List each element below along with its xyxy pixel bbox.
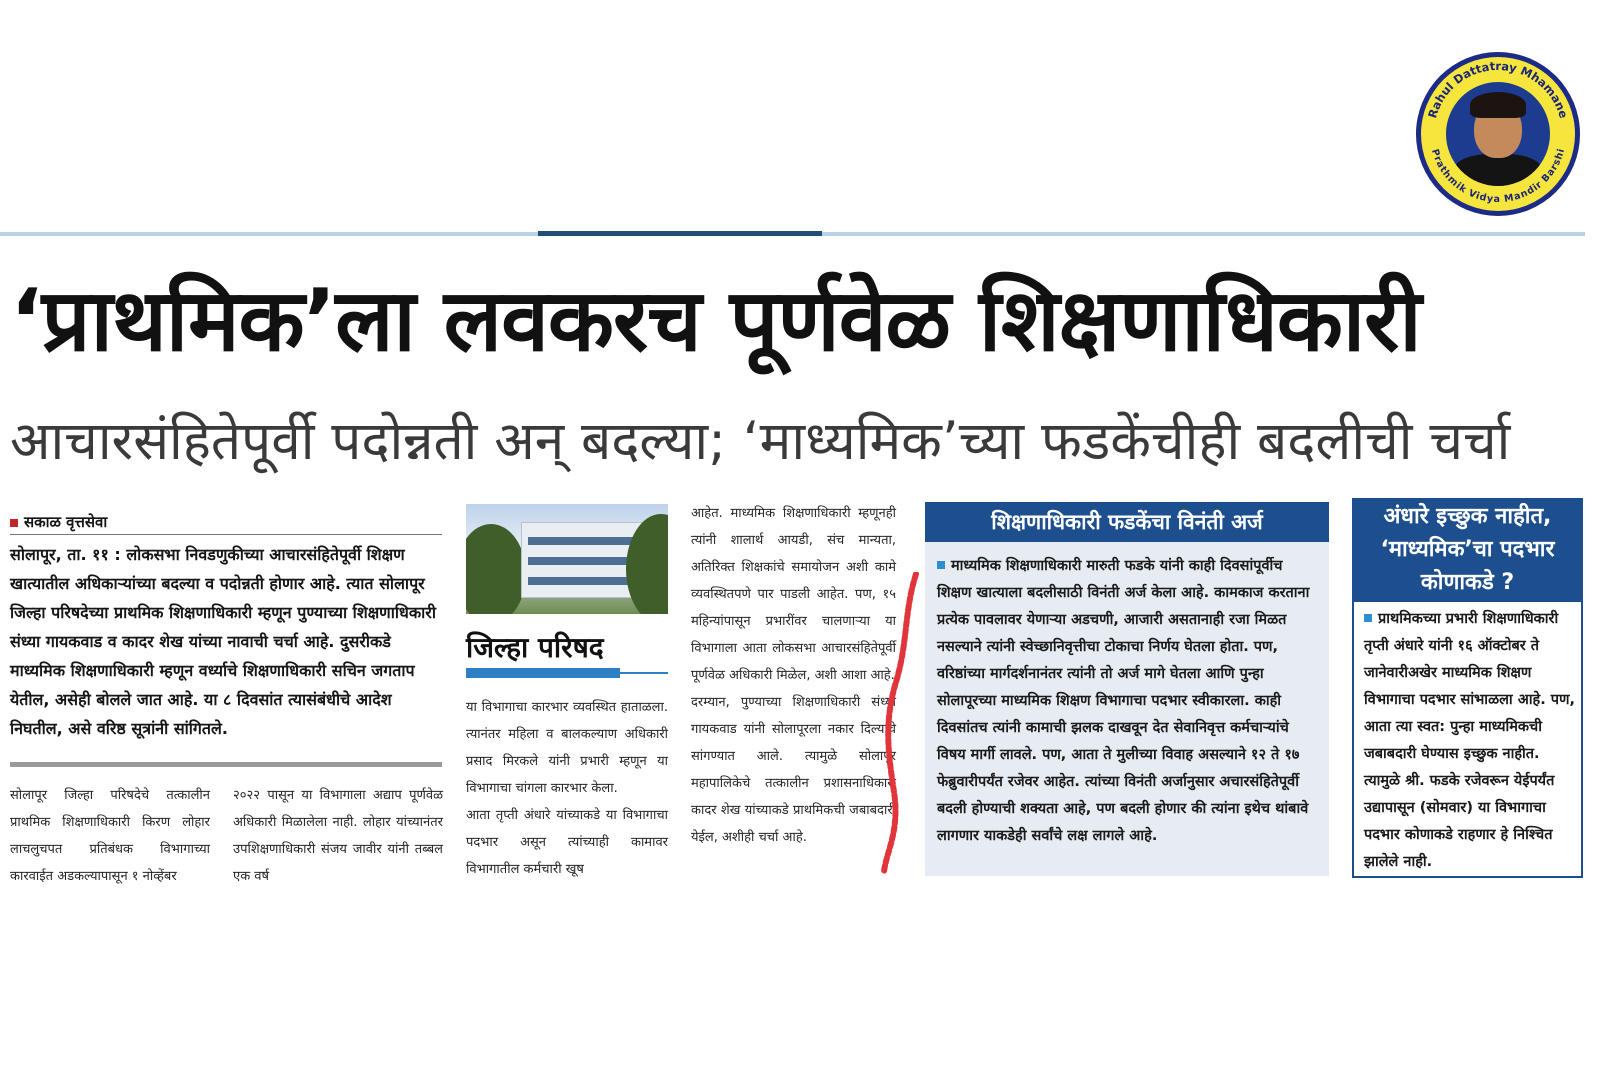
headline: ‘प्राथमिक’ला लवकरच पूर्णवेळ शिक्षणाधिकारी <box>10 271 1421 371</box>
byline <box>10 512 107 532</box>
photo-window-row <box>528 577 634 585</box>
badge-school: Prathmik Vidya Mandir Barshi <box>1428 147 1568 206</box>
caption-bar-thin <box>620 672 668 674</box>
zp-building-photo <box>466 504 668 614</box>
lead-paragraph: सोलापूर, ता. ११ : लोकसभा निवडणुकीच्या आचारसंहितेपूर्वी शिक्षण खात्यातील अधिकाऱ्यांच्या बदल्या व पदोन्नती होणार आहे. त्यात सोलापूर जिल्हा परिषदेच्या प्राथमिक शिक्षणाधिकारी म्हणून पुण्याच्या शिक्षणाधिकारी संध्या गायकवाड व कादर शेख यांच्या नावाची चर्चा आहे. दुसरीकडे माध्यमिक शिक्षणाधिकारी म्हणून वर्ध्याचे शिक्षणाधिकारी सचिन जगताप येतील, असेही बोलले जात आहे. या ८ दिवसांत त्यासंबंधीचे आदेश निघतील, असे वरिष्ठ सूत्रांनी सांगितले. <box>10 545 436 738</box>
photo-tree-left <box>466 524 526 614</box>
body-column-2: २०२२ पासून या विभागाला अद्याप पूर्णवेळ अधिकारी मिळालेला नाही. लोहार यांच्यानंतर उपशिक्षणाधिकारी संजय जावीर यांनी तब्बल एक वर्ष <box>233 788 443 884</box>
box-fadke-body: माध्यमिक शिक्षणाधिकारी मारुती फडके यांनी काही दिवसांपूर्वीच शिक्षण खात्याला बदलीसाठी विनंती अर्ज केला आहे. कामकाज करताना प्रत्येक पावलावर येणाऱ्या अडचणी, आजारी असतानाही रजा मिळत नसल्याने त्यांनी स्वेच्छानिवृत्तीचा टोकाचा निर्णय घेतला होता. पण, वरिष्ठांच्या मार्गदर्शनानंतर त्यांनी तो अर्ज मागे घेतला आणि पुन्हा सोलापूरच्या माध्यमिक शिक्षण विभागाचा पदभार स्वीकारला. काही दिवसांतच त्यांनी कामाची झलक दाखवून देत सेवानिवृत्त कर्मचाऱ्यांचे विषय मार्गी लावले. पण, आता ते मुलीच्या विवाह असल्याने १२ ते १७ फेब्रुवारीपर्यंत रजेवर आहेत. त्यांच्या विनंती अर्जानुसार अचारसंहितेपूर्वी बदली होण्याची शक्यता आहे, पण बदली होणार की त्यांना इथेच थांबावे लागणार याकडेही सर्वांचे लक्ष लागले आहे. <box>937 558 1310 844</box>
box-andhare-text <box>1364 606 1576 876</box>
lead-divider <box>10 762 442 767</box>
top-rule-accent <box>538 231 822 236</box>
byline-text: सकाळ वृत्तसेवा <box>24 513 108 531</box>
byline-bullet-icon <box>10 519 18 527</box>
box-fadke-title: शिक्षणाधिकारी फडकेंचा विनंती अर्ज <box>925 502 1329 542</box>
square-bullet-icon <box>1364 614 1372 622</box>
red-pen-mark <box>878 572 924 874</box>
photo-window-row <box>528 537 634 545</box>
byline-rule <box>10 534 442 535</box>
body-column-3: या विभागाचा कारभार व्यवस्थित हाताळला. त्यानंतर महिला व बालकल्याण अधिकारी प्रसाद मिरकले यांनी प्रभारी म्हणून या विभागाचा चांगला कारभार केला. आता तृप्ती अंधारे यांच्याकडे या विभागाचा पदभार असून त्यांच्याही कामावर विभागातील कर्मचारी खूष <box>466 700 668 877</box>
photo-building <box>521 522 643 598</box>
caption-bar <box>466 668 620 678</box>
body-column-4: आहेत. माध्यमिक शिक्षणाधिकारी म्हणूनही त्यांनी शालार्थ आयडी, संच मान्यता, अतिरिक्त शिक्षकांचे समायोजन अशी कामे व्यवस्थितपणे पार पाडली आहेत. पण, १५ महिन्यांपासून प्रभारींवर चालणाऱ्या या विभागाला आता लोकसभा आचारसंहितेपूर्वी पूर्णवेळ अधिकारी मिळेल, अशी आशा आहे. दरम्यान, पुण्याच्या शिक्षणाधिकारी संध्या गायकवाड यांनी सोलापूरला नकार दिल्याचे सांगण्यात आले. त्यामुळे सोलापूर महापालिकेचे तत्कालीन प्रशासनाधिकारी कादर शेख यांच्याकडे प्राथमिकची जबाबदारी येईल, अशीही चर्चा आहे. <box>691 506 896 845</box>
badge-ring-text <box>1416 52 1580 216</box>
box-andhare-body: प्राथमिकच्या प्रभारी शिक्षणाधिकारी तृप्ती अंधारे यांनी १६ ऑक्टोबर ते जानेवारीअखेर माध्यमिक शिक्षण विभागाचा पदभार सांभाळला आहे. पण, आता त्या स्वत: पुन्हा माध्यमिकची जबाबदारी घेण्यास इच्छुक नाहीत. त्यामुळे श्री. फडके रजेवरून येईपर्यंत उद्यापासून (सोमवार) या विभागाचा पदभार कोणाकडे राहणार हे निश्चित झालेले नाही. <box>1364 611 1576 870</box>
box-andhare-title: अंधारे इच्छुक नाहीत, ‘माध्यमिक’चा पदभार कोणाकडे ? <box>1354 500 1581 602</box>
square-bullet-icon <box>937 561 945 569</box>
box-fadke-text <box>937 553 1317 850</box>
photo-caption: जिल्हा परिषद <box>466 631 604 664</box>
photo-window-row <box>528 557 634 565</box>
body-column-1: सोलापूर जिल्हा परिषदेचे तत्कालीन प्राथमिक शिक्षणाधिकारी किरण लोहार लाचलुचपत प्रतिबंधक विभागाच्या कारवाईत अडकल्यापासून १ नोव्हेंबर <box>10 788 210 884</box>
badge-name: Rahul Dattatray Mhamane <box>1425 58 1571 120</box>
subheadline: आचारसंहितेपूर्वी पदोन्नती अन्‌ बदल्या; ‘माध्यमिक’च्या फडकेंचीही बदलीची चर्चा <box>10 411 1511 472</box>
